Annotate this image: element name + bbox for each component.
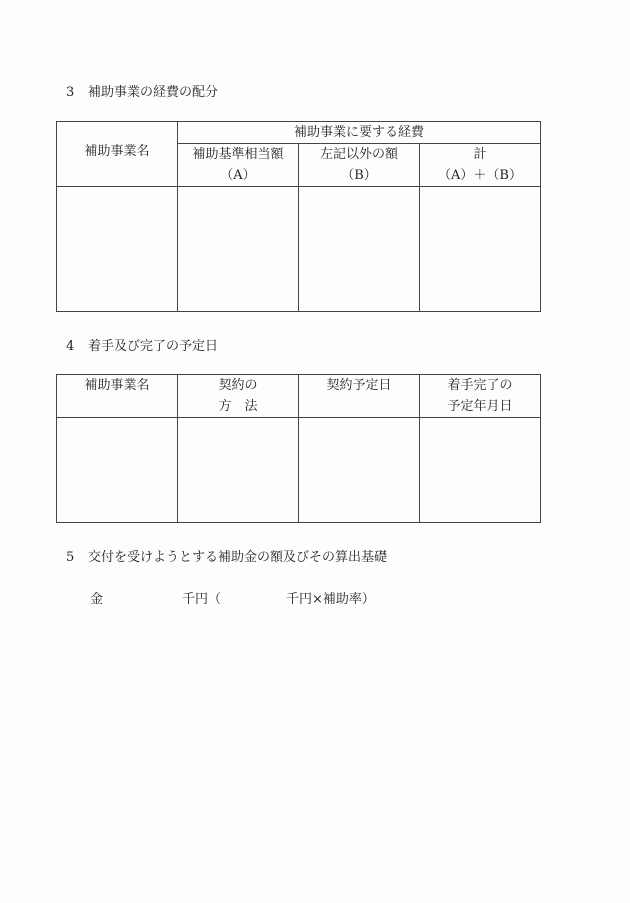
header-label: 契約予定日 [326,378,392,393]
section-3-heading [66,81,218,100]
schedule-table [56,374,541,523]
rate-label: 千円×補助率） [286,592,375,607]
header-project-name [57,122,178,187]
header-label: 左記以外の額 [319,147,398,162]
amount-label: 金 [90,592,104,607]
section-title: 着手及び完了の予定日 [88,339,219,354]
cell-col-a[interactable] [178,187,299,312]
header-label: （B） [341,168,377,183]
section-number: 5 [66,550,75,565]
section-5-heading [66,546,387,565]
cell-project-name[interactable] [57,187,178,312]
cell-col-total[interactable] [420,187,541,312]
cell-completion-date[interactable] [420,418,541,523]
header-completion-date [420,375,541,418]
header-label: 補助事業に要する経費 [293,125,424,140]
section-number: 4 [66,339,75,354]
header-project-name [57,375,178,418]
cell-col-b[interactable] [299,187,420,312]
table-row [57,187,541,312]
header-label: （A） [220,168,256,183]
header-label: 計 [473,147,487,162]
expense-allocation-table [56,121,541,312]
header-label: 補助事業名 [84,143,150,159]
header-label: （A）＋（B） [438,168,522,183]
header-expense-group [178,122,541,144]
section-title: 補助事業の経費の配分 [88,85,219,100]
cell-contract-method[interactable] [178,418,299,523]
header-col-b [299,144,420,187]
header-label: 予定年月日 [447,399,513,414]
header-label: 補助事業名 [84,378,150,393]
header-contract-date [299,375,420,418]
header-label: 契約の [218,378,258,393]
header-label: 補助基準相当額 [192,147,284,162]
header-col-a [178,144,299,187]
header-contract-method [178,375,299,418]
section-title: 交付を受けようとする補助金の額及びその算出基礎 [88,550,388,565]
section-number: 3 [66,85,75,100]
cell-project-name[interactable] [57,418,178,523]
cell-contract-date[interactable] [299,418,420,523]
thousand-yen-label: 千円（ [182,592,222,607]
table-row [57,418,541,523]
header-label: 方 法 [218,399,258,414]
header-col-total [420,144,541,187]
section-4-heading [66,335,218,354]
header-label: 着手完了の [447,378,513,393]
